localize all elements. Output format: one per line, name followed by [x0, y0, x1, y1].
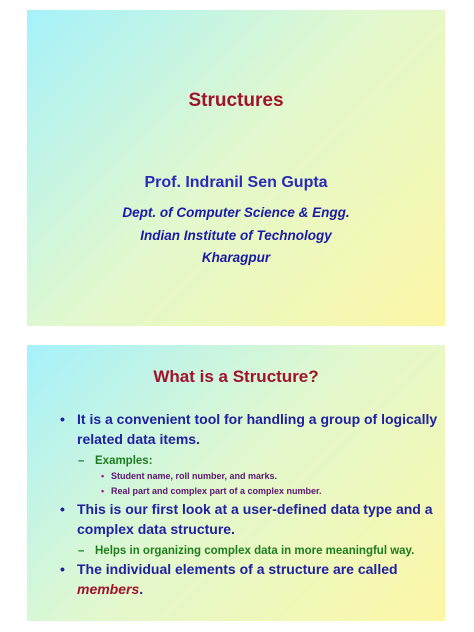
bullet-icon: • — [60, 561, 65, 577]
sub-bullet-text: Examples: — [95, 455, 153, 467]
dash-icon: – — [78, 545, 85, 557]
content-slide — [27, 345, 445, 621]
dash-icon: – — [78, 455, 85, 467]
sub-bullet-item — [58, 453, 440, 469]
bullet-text: It is a convenient tool for handling a group of logically related data items. — [77, 411, 438, 447]
affiliation-line: Kharagpur — [201, 250, 271, 265]
bullet-icon: • — [101, 471, 105, 481]
slide-title: Structures — [188, 90, 284, 111]
sub-sub-bullet-text: Student name, roll number, and marks. — [111, 471, 278, 481]
emphasis-term: members — [77, 581, 140, 597]
title-slide — [27, 10, 445, 326]
sub-sub-bullet-item — [58, 484, 440, 499]
bullet-item — [58, 499, 440, 539]
bullet-item — [58, 409, 440, 449]
sub-bullet-text: Helps in organizing complex data in more meaningful way. — [95, 545, 415, 557]
affiliation-line: Dept. of Computer Science & Engg. — [122, 205, 350, 220]
bullet-text: This is our first look at a user-defined data type and a complex data structure. — [77, 501, 433, 537]
author-name: Prof. Indranil Sen Gupta — [144, 174, 328, 191]
sentence-end: . — [139, 581, 144, 597]
slide-heading: What is a Structure? — [153, 367, 319, 386]
sub-sub-bullet-item — [58, 469, 440, 484]
sub-sub-bullet-text: Real part and complex part of a complex number. — [111, 486, 322, 496]
affiliation-line: Indian Institute of Technology — [140, 228, 332, 243]
bullet-item — [58, 559, 440, 599]
bullet-icon: • — [60, 501, 65, 517]
bullet-icon: • — [60, 411, 65, 427]
bullet-text: The individual elements of a structure are called — [77, 561, 398, 577]
sub-bullet-item — [58, 543, 440, 559]
bullet-list — [58, 409, 440, 599]
bullet-icon: • — [101, 486, 105, 496]
